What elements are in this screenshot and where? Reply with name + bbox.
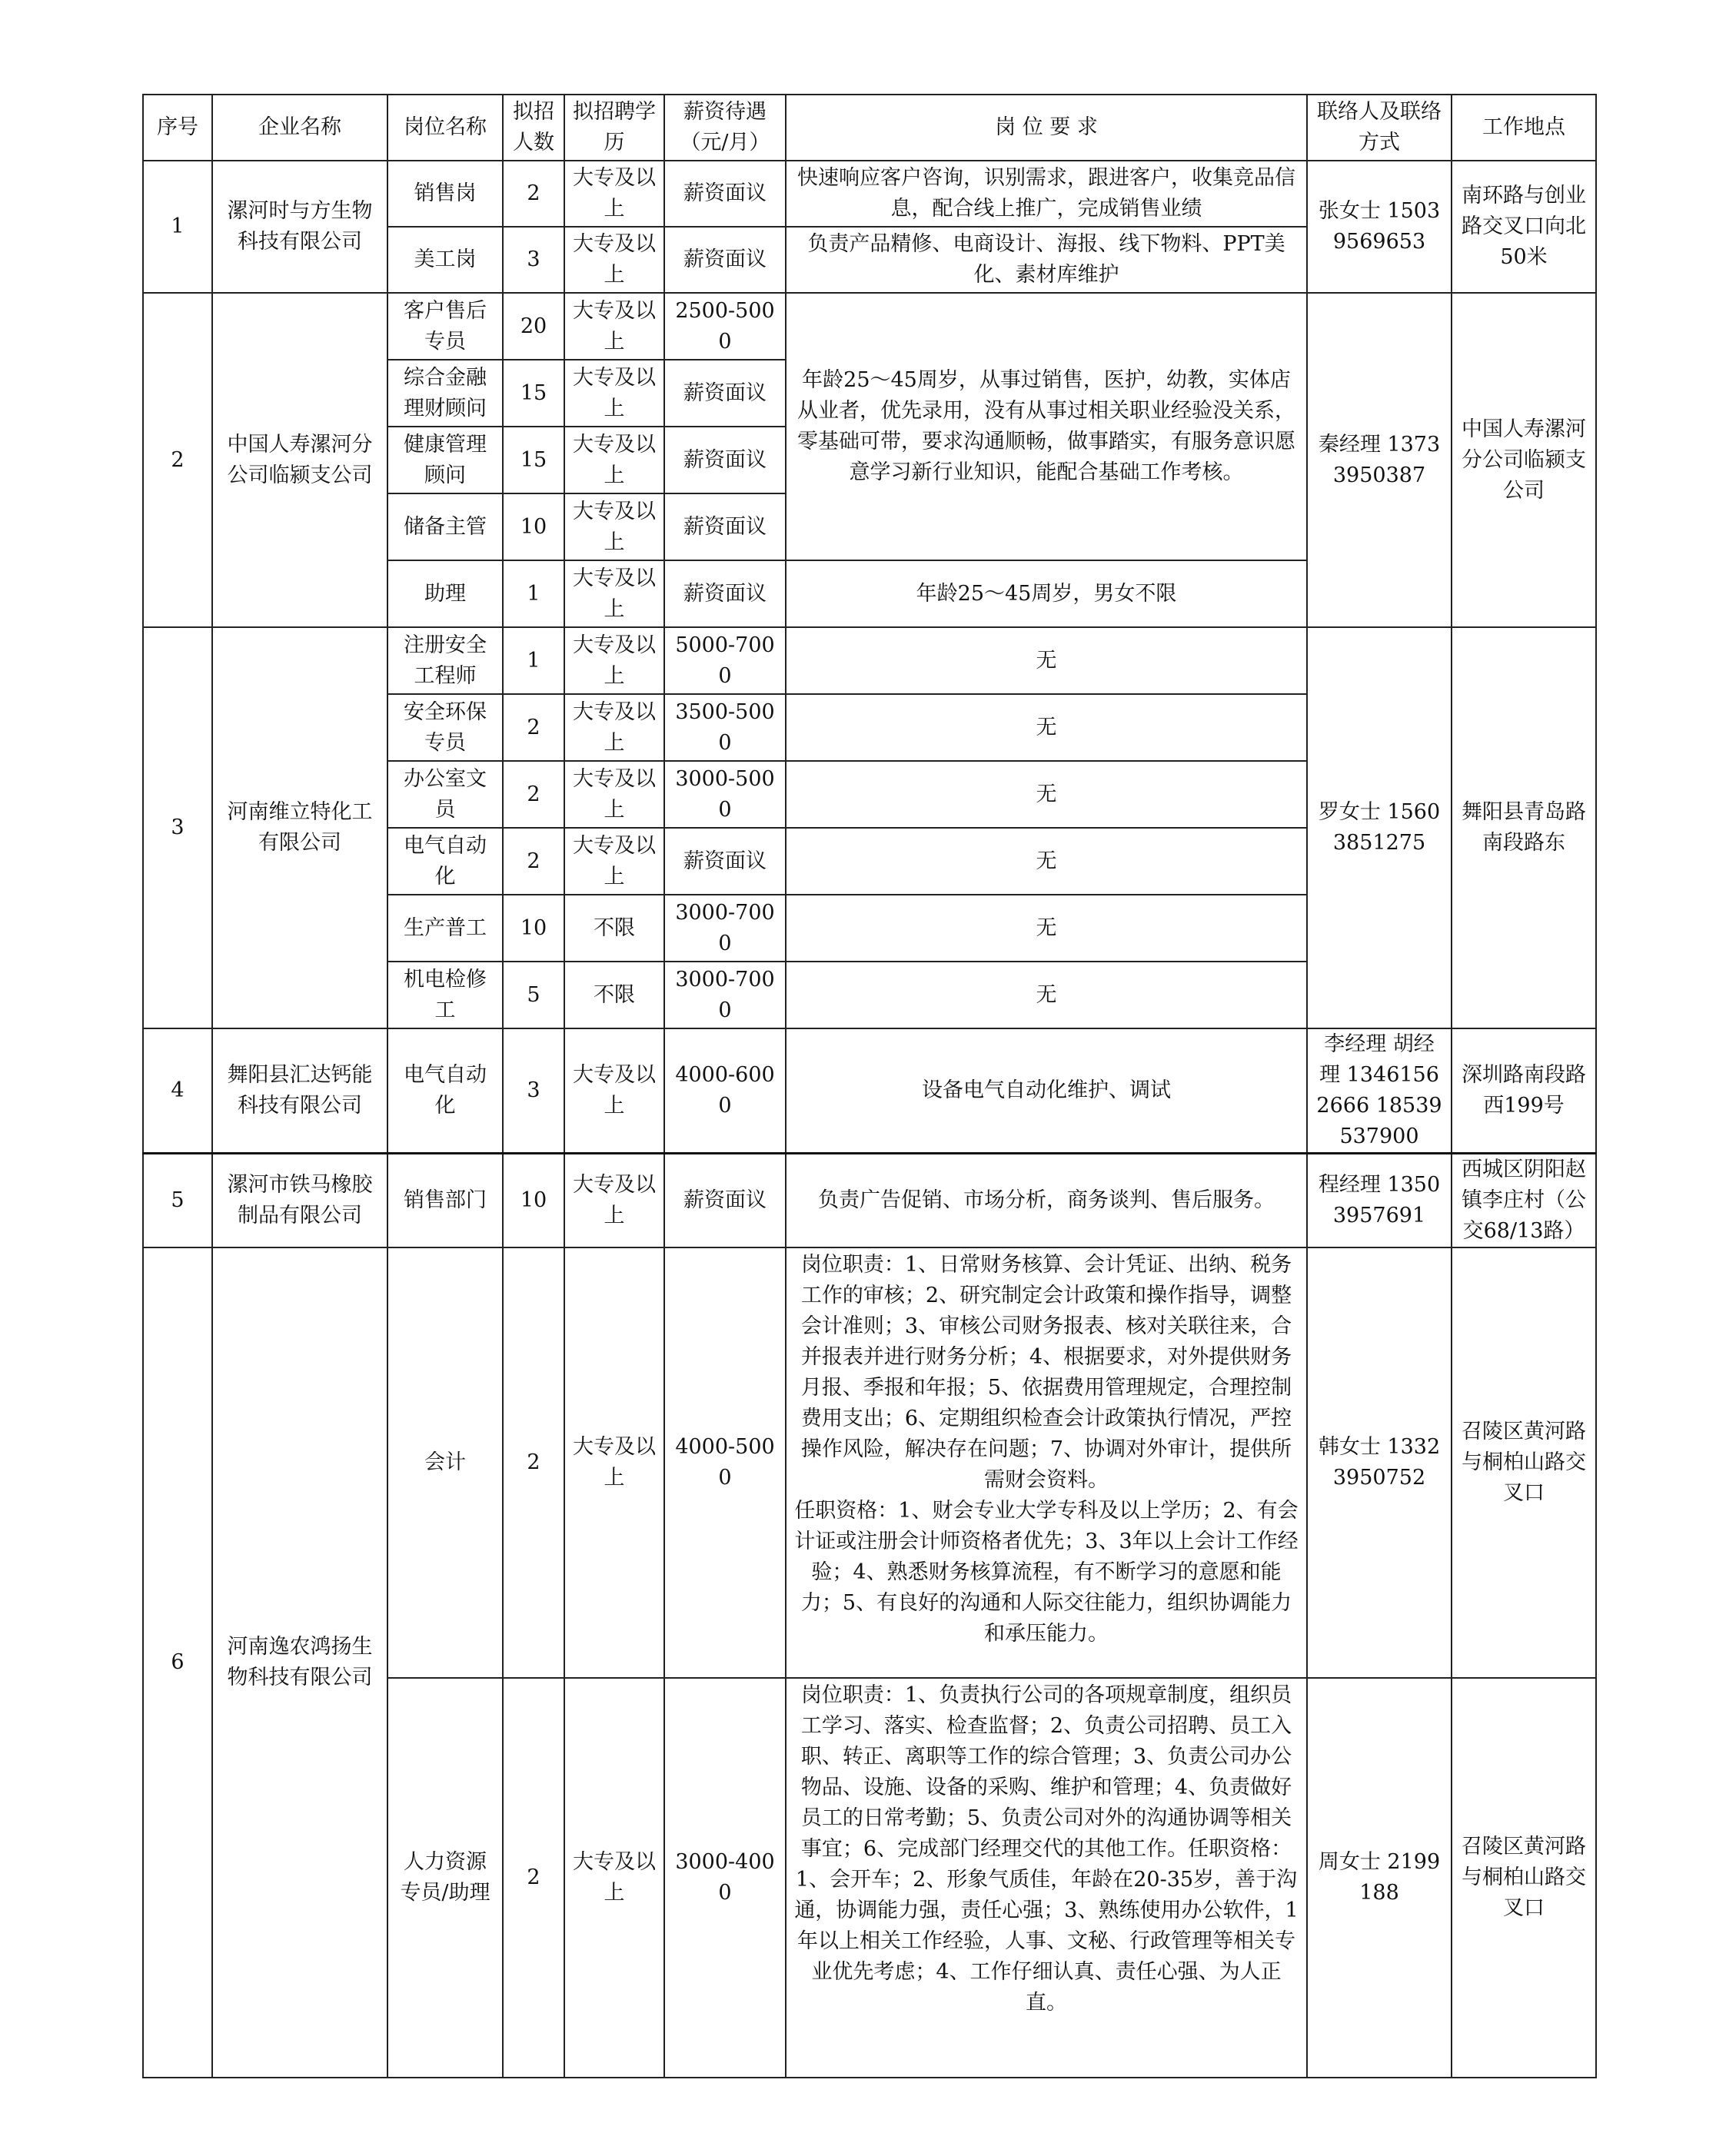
edu-cell: 大专及以上: [564, 227, 664, 293]
row-no: 4: [143, 1028, 212, 1154]
duties-text: 岗位职责：1、日常财务核算、会计凭证、出纳、税务工作的审核；2、研究制定会计政策和操作指导，调整会计准则；3、审核公司财务报表、核对关联往来，合并报表并进行财务分析；4、根据要求，对外提供财务月报、季报和年报；5、依据费用管理规定，合理控制费用支出；6、定期组织检查会计政策执行情况，严控操作风险，解决存在问题；7、协调对外审计，提供所需财会资料。: [800, 1253, 1292, 1492]
position-cell: 销售岗: [387, 161, 503, 227]
salary-cell: 3000-4000: [664, 1678, 786, 2078]
salary-cell: 薪资面议: [664, 828, 786, 895]
company-name: 漯河时与方生物科技有限公司: [212, 161, 387, 293]
address-cell: 中国人寿漯河分公司临颍支公司: [1452, 293, 1596, 627]
edu-cell: 大专及以上: [564, 694, 664, 761]
contact-cell: 韩女士 13323950752: [1307, 1247, 1452, 1678]
salary-cell: 3500-5000: [664, 694, 786, 761]
count-cell: 1: [503, 627, 564, 694]
position-cell: 办公室文员: [387, 761, 503, 828]
position-cell: 电气自动化: [387, 1028, 503, 1154]
row-no: 1: [143, 161, 212, 293]
table-row: [143, 1028, 1596, 1154]
count-cell: 2: [503, 1678, 564, 2078]
address-cell: 召陵区黄河路与桐柏山路交叉口: [1452, 1678, 1596, 2078]
company-name: 中国人寿漯河分公司临颍支公司: [212, 293, 387, 627]
position-cell: 助理: [387, 560, 503, 627]
count-cell: 2: [503, 761, 564, 828]
header-edu: 拟招聘学历: [564, 95, 664, 161]
address-cell: 召陵区黄河路与桐柏山路交叉口: [1452, 1247, 1596, 1678]
count-cell: 15: [503, 427, 564, 493]
requirement-cell: [786, 1247, 1307, 1678]
table-row: [143, 161, 1596, 227]
header-count: 拟招人数: [503, 95, 564, 161]
table-row: [143, 627, 1596, 694]
count-cell: 3: [503, 1028, 564, 1154]
position-cell: 注册安全工程师: [387, 627, 503, 694]
contact-cell: 周女士 2199188: [1307, 1678, 1452, 2078]
contact-cell: 李经理 胡经理 13461562666 18539537900: [1307, 1028, 1452, 1154]
recruitment-table: [142, 94, 1597, 2078]
requirement-cell: 年龄25～45周岁，从事过销售，医护，幼教，实体店从业者，优先录用，没有从事过相关职业经验没关系，零基础可带，要求沟通顺畅，做事踏实，有服务意识愿意学习新行业知识，能配合基础工作考核。: [786, 293, 1307, 560]
header-no: 序号: [143, 95, 212, 161]
table-row: [143, 1247, 1596, 1678]
edu-cell: 大专及以上: [564, 493, 664, 560]
salary-cell: 薪资面议: [664, 1154, 786, 1248]
edu-cell: 不限: [564, 962, 664, 1028]
requirement-cell: 无: [786, 627, 1307, 694]
row-no: 5: [143, 1154, 212, 1248]
salary-cell: 薪资面议: [664, 227, 786, 293]
position-cell: 储备主管: [387, 493, 503, 560]
requirement-cell: 无: [786, 761, 1307, 828]
salary-cell: 3000-5000: [664, 761, 786, 828]
salary-cell: 4000-6000: [664, 1028, 786, 1154]
salary-cell: 薪资面议: [664, 427, 786, 493]
edu-cell: 不限: [564, 895, 664, 962]
company-name: 河南逸农鸿扬生物科技有限公司: [212, 1247, 387, 2078]
requirement-cell: 岗位职责：1、负责执行公司的各项规章制度，组织员工学习、落实、检查监督；2、负责公司招聘、员工入职、转正、离职等工作的综合管理；3、负责公司办公物品、设施、设备的采购、维护和管理；4、负责做好员工的日常考勤；5、负责公司对外的沟通协调等相关事宜；6、完成部门经理交代的其他工作。任职资格：1、会开车；2、形象气质佳，年龄在20-35岁，善于沟通，协调能力强，责任心强；3、熟练使用办公软件，1年以上相关工作经验，人事、文秘、行政管理等相关专业优先考虑；4、工作仔细认真、责任心强、为人正直。: [786, 1678, 1307, 2078]
contact-cell: 秦经理 13733950387: [1307, 293, 1452, 627]
salary-cell: 薪资面议: [664, 560, 786, 627]
edu-cell: 大专及以上: [564, 161, 664, 227]
requirement-cell: 设备电气自动化维护、调试: [786, 1028, 1307, 1154]
edu-cell: 大专及以上: [564, 427, 664, 493]
contact-cell: 程经理 13503957691: [1307, 1154, 1452, 1248]
requirement-cell: 无: [786, 962, 1307, 1028]
salary-cell: 薪资面议: [664, 161, 786, 227]
count-cell: 1: [503, 560, 564, 627]
row-no: 6: [143, 1247, 212, 2078]
position-cell: 安全环保专员: [387, 694, 503, 761]
requirement-cell: 负责广告促销、市场分析，商务谈判、售后服务。: [786, 1154, 1307, 1248]
edu-cell: 大专及以上: [564, 293, 664, 360]
header-salary: 薪资待遇（元/月）: [664, 95, 786, 161]
position-cell: 综合金融理财顾问: [387, 360, 503, 427]
count-cell: 2: [503, 828, 564, 895]
edu-cell: 大专及以上: [564, 1247, 664, 1678]
qualifications-text: 任职资格：1、财会专业大学专科及以上学历；2、有会计证或注册会计师资格者优先；3、3年以上会计工作经验；4、熟悉财务核算流程，有不断学习的意愿和能力；5、有良好的沟通和人际交往能力，组织协调能力和承压能力。: [794, 1499, 1299, 1646]
edu-cell: 大专及以上: [564, 1154, 664, 1248]
count-cell: 15: [503, 360, 564, 427]
requirement-cell: 无: [786, 828, 1307, 895]
position-cell: 生产普工: [387, 895, 503, 962]
header-company: 企业名称: [212, 95, 387, 161]
address-cell: 舞阳县青岛路南段路东: [1452, 627, 1596, 1028]
count-cell: 20: [503, 293, 564, 360]
salary-cell: 薪资面议: [664, 493, 786, 560]
count-cell: 5: [503, 962, 564, 1028]
count-cell: 10: [503, 493, 564, 560]
position-cell: 美工岗: [387, 227, 503, 293]
position-cell: 销售部门: [387, 1154, 503, 1248]
edu-cell: 大专及以上: [564, 1678, 664, 2078]
header-contact: 联络人及联络方式: [1307, 95, 1452, 161]
edu-cell: 大专及以上: [564, 828, 664, 895]
edu-cell: 大专及以上: [564, 1028, 664, 1154]
row-no: 3: [143, 627, 212, 1028]
position-cell: 会计: [387, 1247, 503, 1678]
contact-cell: 罗女士 15603851275: [1307, 627, 1452, 1028]
table-row: [143, 1154, 1596, 1248]
salary-cell: 3000-7000: [664, 962, 786, 1028]
requirement-cell: 无: [786, 694, 1307, 761]
count-cell: 2: [503, 694, 564, 761]
count-cell: 2: [503, 161, 564, 227]
count-cell: 2: [503, 1247, 564, 1678]
header-row: [143, 95, 1596, 161]
edu-cell: 大专及以上: [564, 360, 664, 427]
requirement-cell: 快速响应客户咨询，识别需求，跟进客户，收集竞品信息，配合线上推广，完成销售业绩: [786, 161, 1307, 227]
position-cell: 电气自动化: [387, 828, 503, 895]
position-cell: 健康管理顾问: [387, 427, 503, 493]
address-cell: 西城区阴阳赵镇李庄村（公交68/13路）: [1452, 1154, 1596, 1248]
header-addr: 工作地点: [1452, 95, 1596, 161]
company-name: 河南维立特化工有限公司: [212, 627, 387, 1028]
salary-cell: 2500-5000: [664, 293, 786, 360]
edu-cell: 大专及以上: [564, 560, 664, 627]
edu-cell: 大专及以上: [564, 761, 664, 828]
header-req: 岗 位 要 求: [786, 95, 1307, 161]
position-cell: 机电检修工: [387, 962, 503, 1028]
position-cell: 客户售后专员: [387, 293, 503, 360]
edu-cell: 大专及以上: [564, 627, 664, 694]
salary-cell: 3000-7000: [664, 895, 786, 962]
requirement-cell: 无: [786, 895, 1307, 962]
contact-cell: 张女士 15039569653: [1307, 161, 1452, 293]
count-cell: 10: [503, 1154, 564, 1248]
address-cell: 深圳路南段路西199号: [1452, 1028, 1596, 1154]
requirement-cell: 年龄25～45周岁，男女不限: [786, 560, 1307, 627]
table-row: [143, 293, 1596, 360]
salary-cell: 5000-7000: [664, 627, 786, 694]
count-cell: 3: [503, 227, 564, 293]
company-name: 舞阳县汇达钙能科技有限公司: [212, 1028, 387, 1154]
salary-cell: 4000-5000: [664, 1247, 786, 1678]
count-cell: 10: [503, 895, 564, 962]
header-position: 岗位名称: [387, 95, 503, 161]
address-cell: 南环路与创业路交叉口向北50米: [1452, 161, 1596, 293]
salary-cell: 薪资面议: [664, 360, 786, 427]
company-name: 漯河市铁马橡胶制品有限公司: [212, 1154, 387, 1248]
position-cell: 人力资源专员/助理: [387, 1678, 503, 2078]
row-no: 2: [143, 293, 212, 627]
requirement-cell: 负责产品精修、电商设计、海报、线下物料、PPT美化、素材库维护: [786, 227, 1307, 293]
